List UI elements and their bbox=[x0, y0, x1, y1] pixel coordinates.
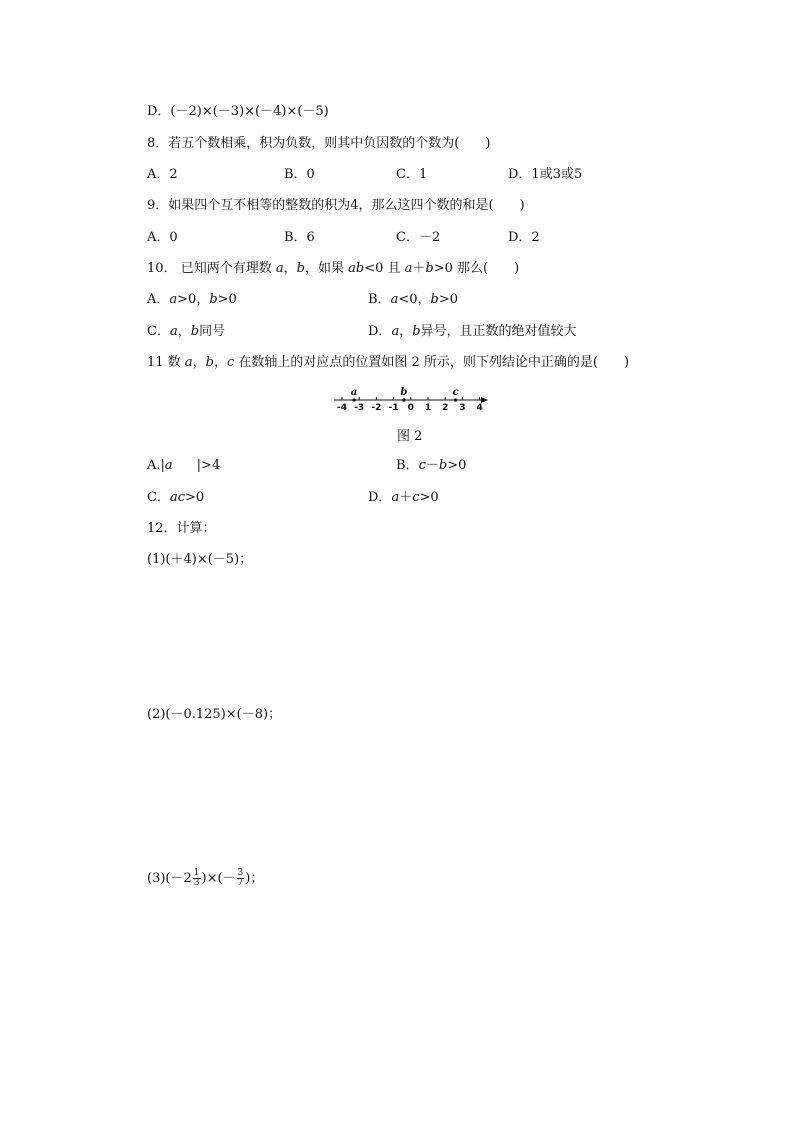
question-9-option-d: D．2 bbox=[508, 230, 540, 245]
variable-c: c bbox=[226, 355, 235, 370]
option-text: 异号，且正数的绝对值较大 bbox=[420, 324, 577, 339]
relation: >0 那么( ) bbox=[433, 261, 520, 276]
axis-tick-label: 3 bbox=[459, 403, 466, 413]
variable-a: a bbox=[169, 324, 178, 339]
variable-b: b bbox=[296, 261, 305, 276]
variable-c: c bbox=[412, 490, 420, 505]
variable-a: a bbox=[390, 292, 399, 307]
variable-b: b bbox=[209, 292, 218, 307]
variable-c: c bbox=[418, 458, 426, 473]
separator: ， bbox=[283, 261, 297, 276]
question-9-option-c: C．－2 bbox=[396, 230, 441, 245]
question-12-stem: 12．计算： bbox=[147, 521, 216, 536]
option-label: A． bbox=[147, 292, 170, 307]
question-10-option-d bbox=[368, 323, 577, 341]
variable-b: b bbox=[425, 261, 434, 276]
question-11-option-d bbox=[368, 489, 439, 507]
variable-b: b bbox=[412, 324, 421, 339]
question-10-option-b bbox=[368, 291, 458, 309]
expression-text: )×(－ bbox=[201, 871, 236, 886]
expression-text: (3)(－2 bbox=[147, 871, 192, 886]
point-label-b: b bbox=[400, 387, 408, 398]
question-8-option-b: B．0 bbox=[284, 167, 315, 182]
variable-a: a bbox=[164, 458, 173, 473]
question-11-option-b bbox=[396, 457, 466, 475]
variable-a: a bbox=[184, 355, 193, 370]
variable-a: a bbox=[391, 324, 400, 339]
axis-tick-label: 1 bbox=[424, 403, 432, 413]
axis-tick-label: -2 bbox=[371, 403, 382, 413]
separator: ， bbox=[213, 355, 227, 370]
question-number: 10． bbox=[147, 261, 177, 276]
variable-b: b bbox=[438, 458, 448, 473]
option-label: D． bbox=[368, 490, 392, 505]
question-10-option-a bbox=[147, 291, 237, 309]
point-b bbox=[402, 398, 405, 401]
question-8-option-d: D．1或3或5 bbox=[508, 167, 583, 182]
expression-text: )； bbox=[245, 871, 264, 886]
fraction-three-sevenths bbox=[237, 869, 245, 888]
stem-text: 11 数 bbox=[147, 355, 181, 370]
question-10-stem bbox=[147, 260, 519, 278]
question-9-option-b: B．6 bbox=[284, 230, 315, 245]
relation: |>4 bbox=[196, 458, 221, 473]
stem-text: 在数轴上的对应点的位置如图 2 所示，则下列结论中正确的是( ) bbox=[238, 355, 630, 370]
fraction-numerator: 1 bbox=[193, 868, 200, 878]
relation: <0 且 bbox=[364, 261, 401, 276]
option-text: 同号 bbox=[199, 324, 226, 339]
option-label: B． bbox=[368, 292, 391, 307]
option-label: C． bbox=[147, 324, 170, 339]
relation: >0 bbox=[438, 292, 458, 307]
relation: >0 bbox=[447, 458, 467, 473]
option-label: B． bbox=[396, 458, 419, 473]
separator: ， bbox=[192, 355, 206, 370]
minus-sign: － bbox=[425, 458, 439, 473]
axis-tick-label: -3 bbox=[354, 403, 365, 413]
variable-a: a bbox=[391, 490, 400, 505]
separator: ， bbox=[399, 324, 413, 339]
relation: >0 bbox=[419, 490, 439, 505]
question-9-option-a: A．0 bbox=[147, 230, 178, 245]
number-line-figure bbox=[330, 384, 490, 414]
point-label-c: c bbox=[452, 387, 459, 398]
option-label: D． bbox=[368, 324, 392, 339]
axis-points bbox=[351, 387, 459, 402]
question-12-part-2: (2)(－0.125)×(－8)； bbox=[147, 707, 282, 722]
figure-caption: 图 2 bbox=[397, 429, 423, 444]
variable-b: b bbox=[190, 324, 200, 339]
axis-tick-label: 0 bbox=[407, 403, 414, 413]
stem-text: 已知两个有理数 bbox=[180, 261, 272, 276]
relation: >0 bbox=[217, 292, 237, 307]
question-8-stem: 8．若五个数相乘，积为负数，则其中负因数的个数为( ) bbox=[147, 136, 491, 151]
axis-tick-label: -4 bbox=[337, 403, 347, 413]
plus-sign: ＋ bbox=[399, 490, 413, 505]
stem-text: ，如果 bbox=[304, 261, 344, 276]
separator: ， bbox=[177, 324, 191, 339]
fraction-one-third bbox=[193, 869, 201, 888]
axis-ticks bbox=[337, 397, 483, 413]
axis-tick-label: -1 bbox=[388, 403, 399, 413]
plus-sign: ＋ bbox=[412, 261, 426, 276]
variable-a: a bbox=[275, 261, 284, 276]
question-8-option-a: A．2 bbox=[147, 167, 178, 182]
axis-tick-label: 4 bbox=[476, 403, 483, 413]
fraction-denominator: 3 bbox=[193, 878, 200, 888]
question-11-option-c bbox=[147, 489, 204, 507]
relation: >0 bbox=[184, 490, 205, 505]
variable-a: a bbox=[404, 261, 413, 276]
point-a bbox=[352, 398, 355, 401]
question-7-option-d: D．(－2)×(－3)×(－4)×(－5) bbox=[147, 104, 329, 119]
question-12-part-1: (1)(＋4)×(－5)； bbox=[147, 552, 253, 567]
variable-ab: ab bbox=[348, 261, 365, 276]
question-11-stem bbox=[147, 354, 629, 372]
axis-tick-label: 2 bbox=[442, 403, 449, 413]
fraction-denominator: 7 bbox=[237, 878, 244, 888]
variable-a: a bbox=[169, 292, 178, 307]
relation: <0， bbox=[398, 292, 431, 307]
option-label: A.| bbox=[147, 458, 165, 473]
fraction-numerator: 3 bbox=[237, 868, 244, 878]
variable-b: b bbox=[205, 355, 214, 370]
question-8-option-c: C．1 bbox=[396, 167, 428, 182]
point-c bbox=[454, 398, 457, 401]
relation: >0， bbox=[177, 292, 210, 307]
variable-ac: ac bbox=[169, 490, 185, 505]
question-11-option-a bbox=[147, 457, 220, 475]
question-9-stem: 9．如果四个互不相等的整数的积为4，那么这四个数的和是( ) bbox=[147, 198, 525, 213]
point-label-a: a bbox=[350, 387, 358, 398]
variable-b: b bbox=[430, 292, 439, 307]
option-label: C． bbox=[147, 490, 170, 505]
question-10-option-c bbox=[147, 323, 225, 341]
question-12-part-3 bbox=[147, 868, 263, 890]
